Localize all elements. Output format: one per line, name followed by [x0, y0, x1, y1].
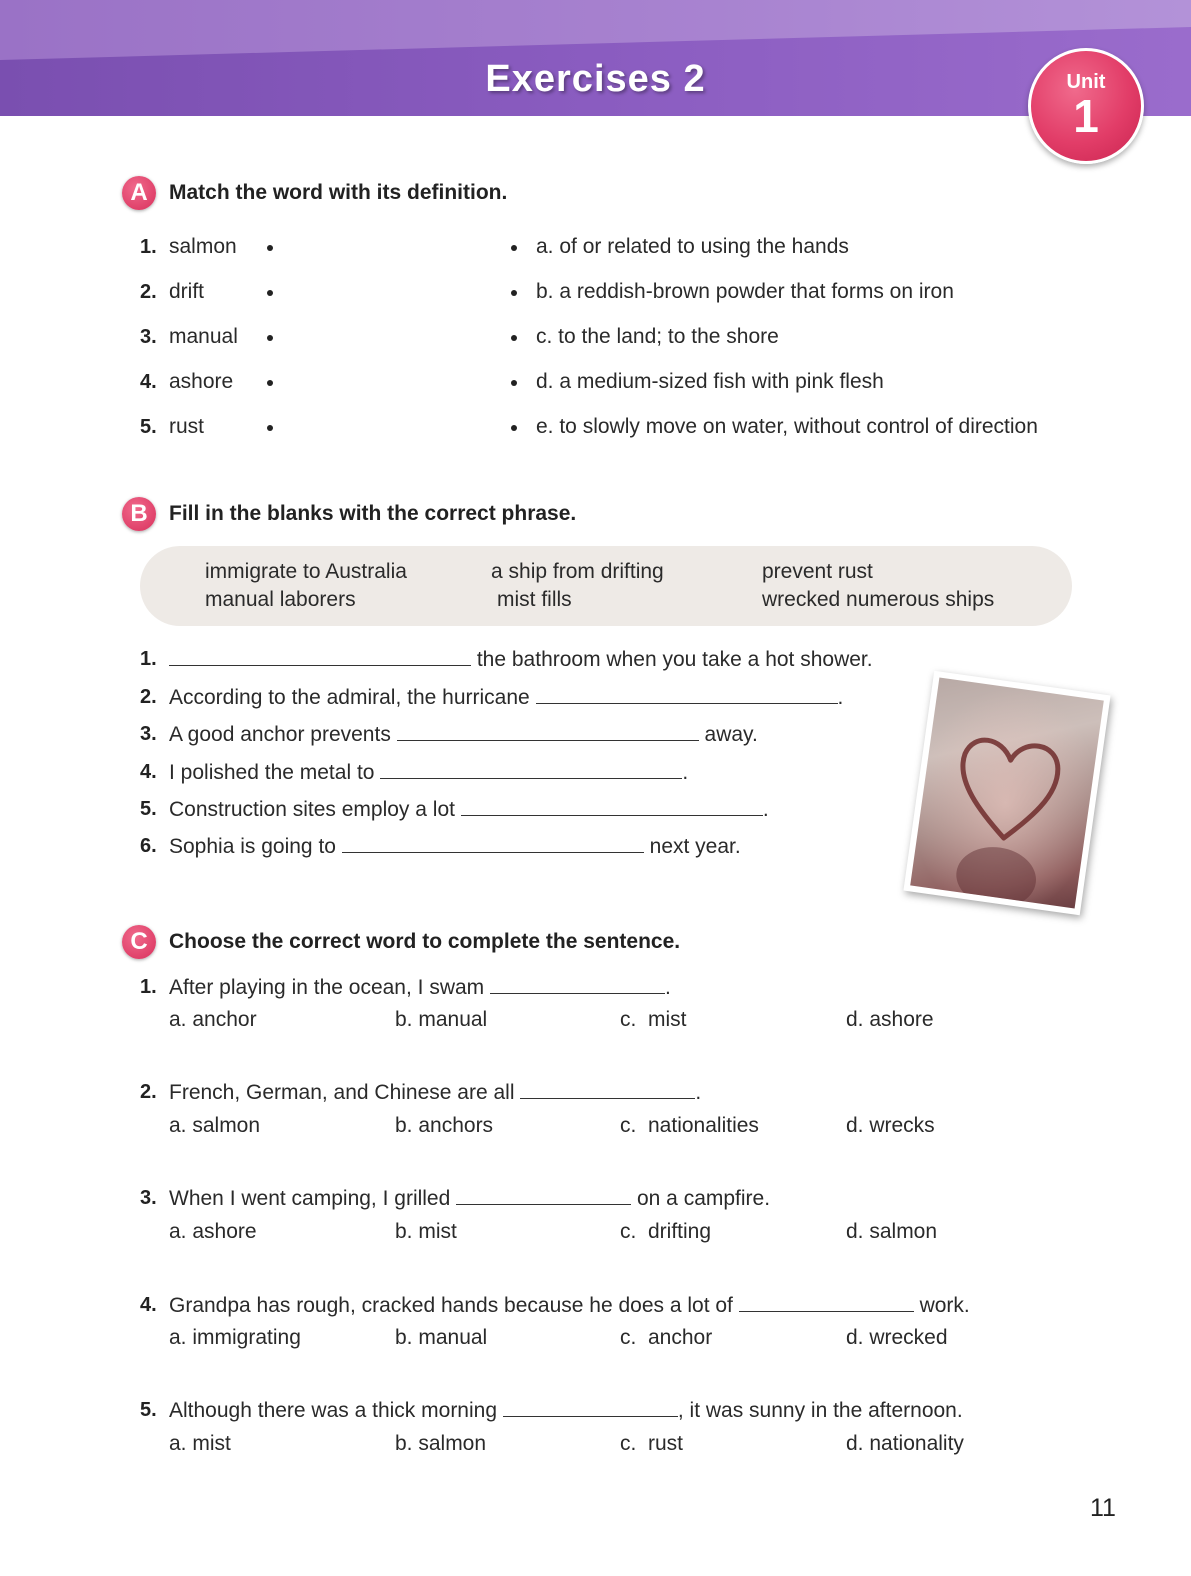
- option[interactable]: a. ashore: [169, 1220, 257, 1243]
- sentence: [169, 685, 843, 710]
- sentence-before: According to the admiral, the hurricane: [169, 686, 530, 709]
- word-number: 2.: [140, 281, 157, 303]
- section-c-instruction: Choose the correct word to complete the sentence.: [169, 930, 681, 953]
- word-number: 3.: [140, 326, 157, 348]
- question-after: , it was sunny in the afternoon.: [677, 1399, 963, 1422]
- answer-blank[interactable]: [169, 647, 471, 666]
- question-after: .: [665, 976, 671, 999]
- answer-blank[interactable]: [520, 1080, 695, 1099]
- question-text: [169, 1186, 770, 1211]
- question-after: work.: [919, 1294, 970, 1317]
- option[interactable]: b. manual: [395, 1008, 488, 1031]
- question-text: [169, 1398, 963, 1423]
- option[interactable]: b. anchors: [395, 1114, 494, 1137]
- option[interactable]: d. salmon: [846, 1220, 938, 1243]
- option[interactable]: c. rust: [620, 1432, 684, 1455]
- option[interactable]: c. anchor: [620, 1326, 713, 1349]
- sentence-after: next year.: [649, 835, 741, 858]
- section-a-letter: A: [122, 176, 156, 210]
- phrase: manual laborers: [205, 588, 356, 611]
- option[interactable]: c. drifting: [620, 1220, 712, 1243]
- answer-blank[interactable]: [461, 797, 763, 816]
- answer-blank[interactable]: [739, 1293, 914, 1312]
- section-a-instruction: Match the word with its definition.: [169, 181, 508, 204]
- definition: c. to the land; to the shore: [536, 325, 779, 348]
- sentence-number: 4.: [140, 761, 157, 783]
- sentence-number: 1.: [140, 648, 157, 670]
- page-number: 11: [1090, 1494, 1116, 1522]
- question-before: Grandpa has rough, cracked hands because he does a lot of: [169, 1294, 733, 1317]
- word-number: 5.: [140, 416, 157, 438]
- page-title: Exercises 2: [485, 58, 706, 100]
- option[interactable]: b. mist: [395, 1220, 457, 1243]
- match-word: manual: [169, 325, 238, 348]
- match-dot-right[interactable]: [511, 380, 517, 386]
- unit-badge: [1028, 48, 1144, 164]
- phrase: immigrate to Australia: [205, 560, 407, 583]
- match-dot-right[interactable]: [511, 425, 517, 431]
- question-text: [169, 1080, 701, 1105]
- word-number: 4.: [140, 371, 157, 393]
- question-before: After playing in the ocean, I swam: [169, 976, 485, 999]
- match-dot-right[interactable]: [511, 290, 517, 296]
- option[interactable]: b. salmon: [395, 1432, 487, 1455]
- question-after: .: [695, 1081, 702, 1104]
- phrase-bank: [140, 546, 1072, 626]
- definition: a. of or related to using the hands: [536, 235, 849, 258]
- unit-number: 1: [1073, 90, 1099, 142]
- match-dot-left[interactable]: [267, 245, 273, 251]
- match-dot-left[interactable]: [267, 380, 273, 386]
- match-dot-right[interactable]: [511, 335, 517, 341]
- question-number: 4.: [140, 1294, 157, 1316]
- answer-blank[interactable]: [397, 722, 699, 741]
- section-b-letter: B: [122, 497, 156, 531]
- option[interactable]: a. mist: [169, 1432, 231, 1455]
- sentence: [169, 760, 688, 785]
- photo-image: [910, 677, 1104, 908]
- heart-photo: [903, 671, 1110, 916]
- heart-icon: [910, 677, 1104, 908]
- sentence-after: .: [837, 686, 844, 709]
- option[interactable]: d. nationality: [846, 1432, 964, 1455]
- question-number: 3.: [140, 1187, 157, 1209]
- option[interactable]: d. ashore: [846, 1008, 934, 1031]
- option[interactable]: d. wrecks: [846, 1114, 935, 1137]
- sentence: [169, 647, 873, 672]
- word-number: 1.: [140, 236, 157, 258]
- option[interactable]: c. nationalities: [620, 1114, 759, 1137]
- sentence-number: 5.: [140, 798, 157, 820]
- question-before: French, German, and Chinese are all: [169, 1081, 515, 1104]
- question-before: Although there was a thick morning: [169, 1399, 498, 1422]
- question-text: [169, 975, 671, 1000]
- unit-label: Unit: [1066, 71, 1106, 93]
- sentence-before: Construction sites employ a lot: [169, 798, 455, 821]
- match-word: salmon: [169, 235, 237, 258]
- option[interactable]: a. immigrating: [169, 1326, 301, 1349]
- sentence-before: I polished the metal to: [169, 761, 375, 784]
- section-c-letter: C: [122, 925, 156, 959]
- phrase: prevent rust: [762, 560, 873, 583]
- answer-blank[interactable]: [380, 760, 682, 779]
- answer-blank[interactable]: [536, 685, 838, 704]
- sentence-before: A good anchor prevents: [169, 723, 391, 746]
- sentence-number: 3.: [140, 723, 157, 745]
- question-number: 2.: [140, 1081, 157, 1103]
- option[interactable]: b. manual: [395, 1326, 488, 1349]
- sentence-before: Sophia is going to: [169, 835, 336, 858]
- match-word: rust: [169, 415, 205, 438]
- phrase: wrecked numerous ships: [762, 588, 995, 611]
- option[interactable]: c. mist: [620, 1008, 687, 1031]
- option[interactable]: d. wrecked: [846, 1326, 948, 1349]
- match-word: ashore: [169, 370, 234, 393]
- phrase: mist fills: [497, 588, 572, 611]
- answer-blank[interactable]: [490, 975, 665, 994]
- question-text: [169, 1293, 970, 1318]
- sentence: [169, 834, 741, 859]
- match-dot-left[interactable]: [267, 335, 273, 341]
- sentence-number: 2.: [140, 686, 157, 708]
- sentence: [169, 797, 769, 822]
- section-b-instruction: Fill in the blanks with the correct phrase.: [169, 502, 577, 525]
- answer-blank[interactable]: [503, 1398, 678, 1417]
- match-dot-left[interactable]: [267, 290, 273, 296]
- answer-blank[interactable]: [342, 834, 644, 853]
- option[interactable]: a. anchor: [169, 1008, 257, 1031]
- sentence-after: the bathroom when you take a hot shower.: [476, 648, 873, 671]
- phrase: a ship from drifting: [491, 560, 664, 583]
- header-banner: [0, 0, 1191, 116]
- definition: e. to slowly move on water, without control of direction: [536, 415, 1038, 438]
- match-dot-left[interactable]: [267, 425, 273, 431]
- question-before: When I went camping, I grilled: [169, 1187, 451, 1210]
- answer-blank[interactable]: [456, 1186, 631, 1205]
- question-after: on a campfire.: [636, 1187, 771, 1210]
- definition: b. a reddish-brown powder that forms on iron: [536, 280, 954, 303]
- question-number: 1.: [140, 976, 157, 998]
- match-dot-right[interactable]: [511, 245, 517, 251]
- question-number: 5.: [140, 1399, 157, 1421]
- sentence-after: away.: [704, 723, 758, 746]
- option[interactable]: a. salmon: [169, 1114, 261, 1137]
- sentence: [169, 722, 758, 747]
- sentence-after: .: [762, 798, 769, 821]
- match-word: drift: [169, 280, 205, 303]
- sentence-after: .: [682, 761, 689, 784]
- header-band: [0, 0, 1191, 60]
- sentence-number: 6.: [140, 835, 157, 857]
- definition: d. a medium-sized fish with pink flesh: [536, 370, 884, 393]
